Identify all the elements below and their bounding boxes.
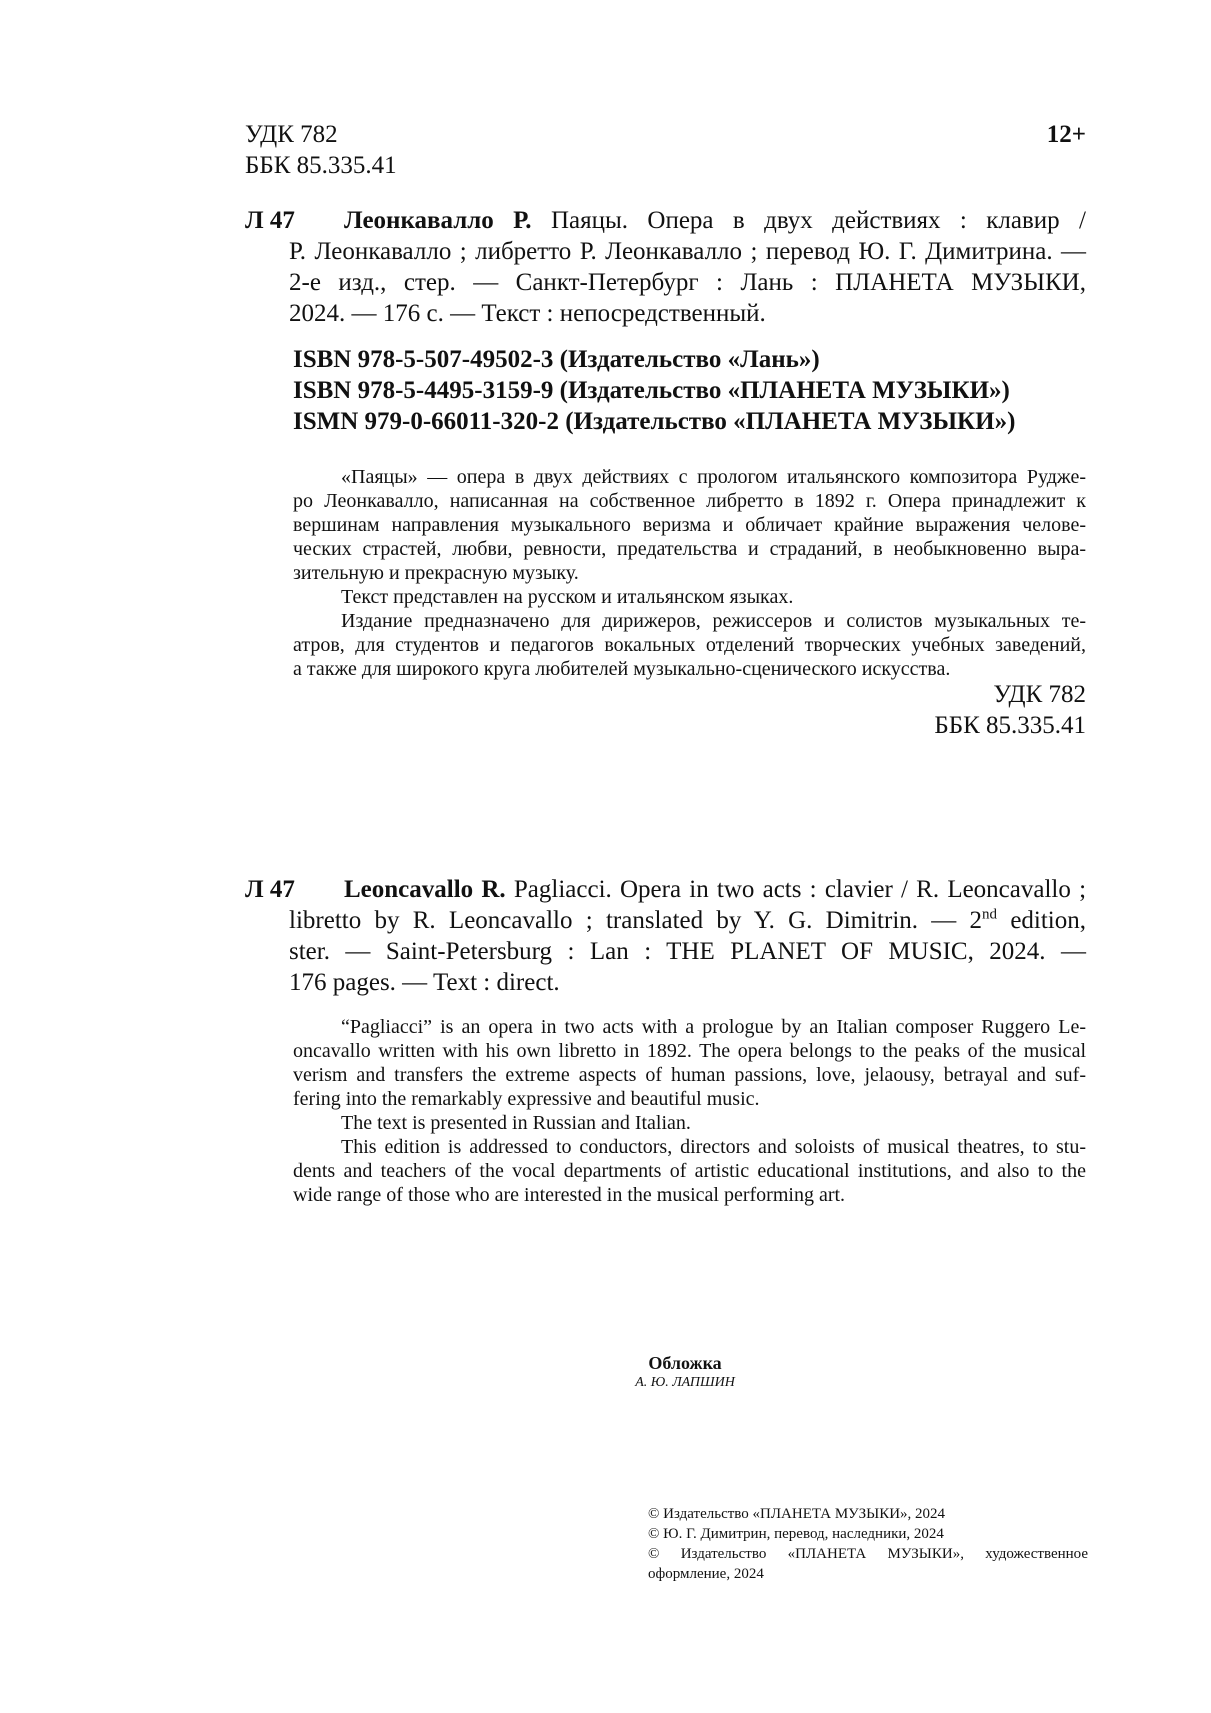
en-title: Pagliacci. Opera in two acts : clavier / R. Leoncavallo ; bbox=[513, 876, 1087, 903]
isbn-list bbox=[293, 344, 1015, 437]
header-classification bbox=[245, 119, 397, 181]
ru-annotation-line: зительную и прекрасную музыку. bbox=[293, 562, 579, 584]
ru-annotation-line: ческих страстей, любви, ревности, предательства и страданий, в необыкновенно выра- bbox=[293, 538, 1086, 560]
ru-author: Леонкавалло Р. bbox=[344, 207, 532, 234]
ru-entry-code: Л 47 bbox=[245, 207, 295, 234]
ru-bibliographic-entry bbox=[289, 205, 1086, 329]
en-annotation-line: oncavallo written with his own libretto in 1892. The opera belongs to the peaks of the musical bbox=[293, 1040, 1086, 1062]
annotation-udk: УДК 782 bbox=[993, 681, 1086, 708]
annotation-bbk: ББК 85.335.41 bbox=[934, 712, 1086, 739]
ru-annotation-classification bbox=[786, 679, 1086, 741]
ru-annotation-languages: Текст представлен на русском и итальянском языках. bbox=[341, 586, 794, 608]
ru-entry-line-4: 2024. — 176 с. — Текст : непосредственный. bbox=[289, 300, 766, 327]
isbn-line: ISBN 978-5-507-49502-3 (Издательство «Лань») bbox=[293, 346, 820, 373]
en-entry-line-2b: edition, bbox=[1010, 907, 1086, 934]
en-entry-line-4: 176 pages. — Text : direct. bbox=[289, 969, 560, 996]
header-bbk: ББК 85.335.41 bbox=[245, 152, 397, 179]
en-entry-line-2 bbox=[289, 905, 1086, 936]
ru-annotation-line: атров, для студентов и педагогов вокальных отделений творческих учебных заведений, bbox=[293, 634, 1086, 656]
ru-annotation-line: ро Леонкавалло, написанная на собственное либретто в 1892 г. Опера принадлежит к bbox=[293, 490, 1086, 512]
en-annotation bbox=[293, 1015, 1086, 1207]
isbn-line: ISBN 978-5-4495-3159-9 (Издательство «ПЛАНЕТА МУЗЫКИ») bbox=[293, 377, 1010, 404]
en-annotation-line: verism and transfers the extreme aspects of human passions, love, jelaousy, betrayal and suf- bbox=[293, 1064, 1086, 1086]
en-entry-line-1 bbox=[289, 874, 1086, 905]
en-entry-line-3: ster. — Saint-Petersburg : Lan : THE PLANET OF MUSIC, 2024. — bbox=[289, 938, 1086, 965]
en-edition-superscript: nd bbox=[982, 906, 998, 923]
ru-annotation-line: «Паяцы» — опера в двух действиях с прологом итальянского композитора Рудже- bbox=[341, 466, 1086, 488]
en-author: Leoncavallo R. bbox=[344, 876, 506, 903]
en-annotation-line: dents and teachers of the vocal departments of artistic educational institutions, and also to the bbox=[293, 1160, 1086, 1182]
age-rating: 12+ bbox=[1046, 121, 1086, 148]
en-entry-line-2a: libretto by R. Leoncavallo ; translated by Y. G. Dimitrin. — 2 bbox=[289, 907, 983, 934]
cover-artist: А. Ю. ЛАПШИН bbox=[635, 1375, 735, 1390]
en-bibliographic-entry bbox=[289, 874, 1086, 998]
ru-annotation-line: а также для широкого круга любителей музыкально-сценического искусства. bbox=[293, 658, 951, 680]
ru-entry-line-2: Р. Леонкавалло ; либретто Р. Леонкавалло ; перевод Ю. Г. Димитрина. — bbox=[289, 238, 1086, 265]
cover-label: Обложка bbox=[648, 1353, 722, 1373]
ru-entry-line-3: 2-е изд., стер. — Санкт-Петербург : Лань : ПЛАНЕТА МУЗЫКИ, bbox=[289, 269, 1086, 296]
ru-annotation-line: вершинам направления музыкального веризма и обличает крайние выражения челове- bbox=[293, 514, 1086, 536]
header-udk: УДК 782 bbox=[245, 121, 338, 148]
en-annotation-line: fering into the remarkably expressive and beautiful music. bbox=[293, 1088, 760, 1110]
en-annotation-languages: The text is presented in Russian and Italian. bbox=[341, 1112, 691, 1134]
copyright-line: © Издательство «ПЛАНЕТА МУЗЫКИ», художественное bbox=[648, 1546, 1088, 1562]
cover-credit bbox=[560, 1352, 810, 1392]
copyright-line: оформление, 2024 bbox=[648, 1566, 764, 1582]
en-entry-code: Л 47 bbox=[245, 876, 295, 903]
ru-title: Паяцы. Опера в двух действиях : клавир / bbox=[550, 207, 1087, 234]
en-annotation-line: wide range of those who are interested in the musical performing art. bbox=[293, 1184, 846, 1206]
copyright-block bbox=[648, 1504, 1088, 1584]
en-annotation-line: “Pagliacci” is an opera in two acts with a prologue by an Italian composer Ruggero Le- bbox=[341, 1016, 1086, 1038]
ru-annotation bbox=[293, 465, 1086, 681]
isbn-line: ISMN 979-0-66011-320-2 (Издательство «ПЛАНЕТА МУЗЫКИ») bbox=[293, 408, 1016, 435]
en-annotation-line: This edition is addressed to conductors, directors and soloists of musical theatres, to stu- bbox=[341, 1136, 1086, 1158]
ru-annotation-line: Издание предназначено для дирижеров, режиссеров и солистов музыкальных те- bbox=[341, 610, 1086, 632]
copyright-line: © Издательство «ПЛАНЕТА МУЗЫКИ», 2024 bbox=[648, 1506, 946, 1522]
copyright-line: © Ю. Г. Димитрин, перевод, наследники, 2024 bbox=[648, 1526, 944, 1542]
ru-entry-line-1 bbox=[289, 205, 1086, 236]
